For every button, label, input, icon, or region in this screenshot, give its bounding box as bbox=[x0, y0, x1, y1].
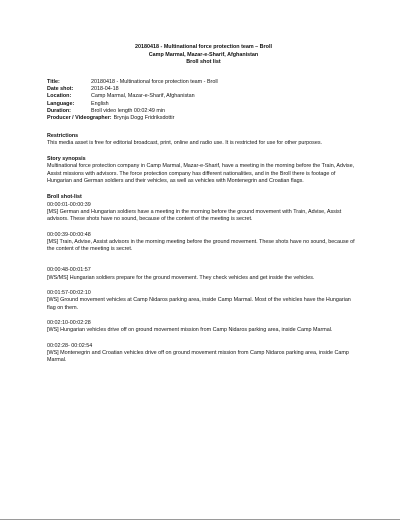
shot-timecode: 00:01:57-00:02:10 bbox=[47, 290, 91, 297]
section-paragraph: This media asset is free for editorial broadcast, print, online and radio use. It is restricted for use for other purposes. bbox=[47, 139, 323, 146]
meta-value: 20180418 - Multinational force protection team - Broll bbox=[91, 78, 218, 85]
meta-value: 2018-04-18 bbox=[91, 86, 119, 93]
restrictions-section bbox=[47, 133, 360, 148]
shot-description: [WS] Ground movement vehicles at Camp Nidaros parking area, inside Camp Marmal. Most of the vehicles have the Hungarian flag on them. bbox=[47, 297, 351, 311]
shot-entry bbox=[47, 232, 360, 254]
meta-label: Duration: bbox=[47, 107, 71, 114]
shot-entry bbox=[47, 202, 360, 224]
meta-row-producer bbox=[47, 115, 360, 122]
document-title-block bbox=[47, 44, 360, 67]
meta-label: Producer / Videographer: bbox=[47, 115, 112, 122]
meta-row-title bbox=[47, 79, 360, 86]
shot-timecode: 00:00:39-00:00:48 bbox=[47, 231, 91, 238]
document-subtitle: Broll shot list bbox=[186, 59, 221, 66]
meta-row-duration bbox=[47, 108, 360, 115]
shot-entry bbox=[47, 343, 360, 365]
shot-entry bbox=[47, 290, 360, 312]
document-title: 20180418 - Multinational force protection team – Broll bbox=[135, 44, 272, 50]
meta-value: English bbox=[91, 100, 109, 107]
meta-label: Date shot: bbox=[47, 86, 74, 93]
meta-row-date bbox=[47, 86, 360, 93]
shot-description: [MS] Train, Advise, Assist advisors in the morning meeting before the ground movement. These shots have no sound, because of the content of the meeting is secret. bbox=[47, 238, 355, 253]
meta-value: Broll video length 00:02:49 min bbox=[91, 107, 166, 114]
section-heading: Broll shot-list bbox=[47, 194, 82, 201]
shot-description: [WS/MS] Hungarian soldiers prepare for the ground movement. They check vehicles and get inside the vehicles. bbox=[47, 274, 315, 281]
shot-timecode: 00:02:10-00:02:28 bbox=[47, 319, 91, 326]
synopsis-section bbox=[47, 156, 360, 185]
shot-timecode: 00:00:01-00:00:39 bbox=[47, 201, 91, 208]
meta-label: Location: bbox=[47, 93, 72, 100]
shot-description: [MS] German and Hungarian soldiers have a meeting in the morning before the ground movement with Train, Advise, Assist advisors. These shots have no sound, because of the content of the meeting is secret. bbox=[47, 208, 342, 223]
shot-entry bbox=[47, 320, 360, 335]
meta-value: Brynja Dogg Fridriksdottir bbox=[113, 115, 175, 122]
meta-label: Language: bbox=[47, 100, 75, 107]
shot-entry bbox=[47, 267, 360, 282]
meta-value: Camp Marmal, Mazar-e-Sharif, Afghanistan bbox=[91, 93, 195, 100]
section-heading: Restrictions bbox=[47, 132, 79, 139]
shot-timecode: 00:02:28- 00:02:54 bbox=[47, 342, 93, 349]
metadata-table bbox=[47, 79, 360, 123]
section-paragraph: Multinational force protection company in Camp Marmal, Mazar-e-Sharif, have a meeting in the morning before the Train, Advise, Assist missions with advisors. The force protection company has different nationalities, and in the Broll there is footage of Hungarian and German soldiers and their vehicles, as well as vehicles with Montenegrin and Croatian flags. bbox=[47, 163, 355, 185]
meta-row-location bbox=[47, 93, 360, 100]
document-location-heading: Camp Marmal, Mazar-e-Sharif, Afghanistan bbox=[148, 51, 259, 58]
section-heading: Story synopsis bbox=[47, 156, 86, 163]
shot-description: [WS] Montenegrin and Croatian vehicles drive off on ground movement mission from Camp Nidaros parking area, inside Camp Marmal. bbox=[47, 349, 349, 364]
shotlist-section bbox=[47, 194, 360, 364]
meta-row-language bbox=[47, 101, 360, 108]
shot-description: [WS] Hungarian vehicles drive off on ground movement mission from Camp Nidaros parking area, inside Camp Marmal. bbox=[47, 327, 333, 334]
meta-label: Title: bbox=[47, 78, 60, 85]
shot-timecode: 00:00:48-00:01:57 bbox=[47, 267, 91, 274]
